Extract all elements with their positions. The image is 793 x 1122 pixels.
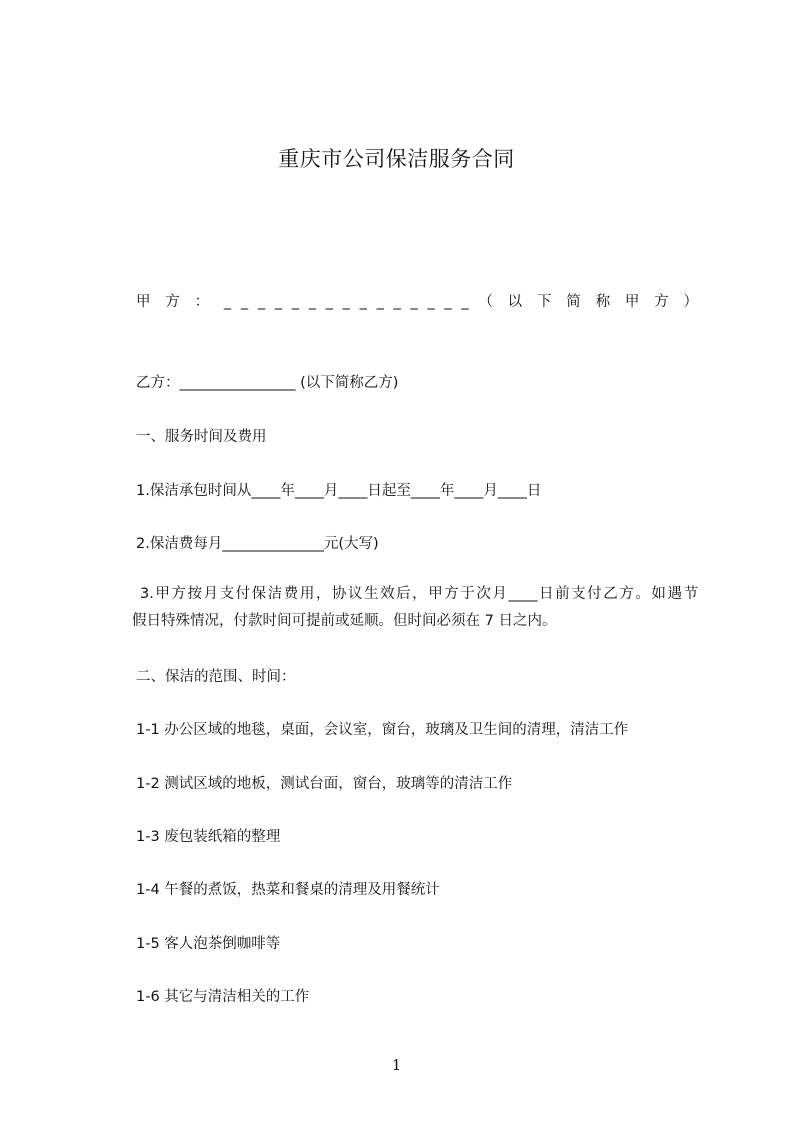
section-1-heading: 一、服务时间及费用 bbox=[136, 429, 267, 445]
scope-item: 1-2 测试区域的地板，测试台面，窗台，玻璃等的清洁工作 bbox=[136, 776, 513, 792]
scope-item: 1-3 废包装纸箱的整理 bbox=[136, 829, 281, 845]
scope-item: 1-5 客人泡茶倒咖啡等 bbox=[136, 936, 281, 952]
payment-terms-line-2: 假日特殊情况，付款时间可提前或延顺。但时间必须在 7 日之内。 bbox=[132, 613, 557, 629]
party-a-line: 甲 方 ： _ _ _ _ _ _ _ _ _ _ _ _ _ _ _ （ 以 下 简 称 甲 方 ） bbox=[136, 294, 698, 310]
page-number: 1 bbox=[391, 1056, 402, 1074]
party-b-line: 乙方：________________ (以下简称乙方) bbox=[136, 375, 399, 391]
monthly-fee-item: 2.保洁费每月______________元(大写) bbox=[136, 536, 379, 552]
service-period-item: 1.保洁承包时间从____年____月____日起至____年____月____日 bbox=[136, 483, 542, 499]
payment-terms-line-1: 3.甲方按月支付保洁费用，协议生效后，甲方于次月____日前支付乙方。如遇节 bbox=[140, 586, 698, 602]
payment-terms-paragraph bbox=[132, 581, 698, 635]
scope-item: 1-4 午餐的煮饭，热菜和餐桌的清理及用餐统计 bbox=[136, 882, 440, 898]
scope-item: 1-6 其它与清洁相关的工作 bbox=[136, 989, 310, 1005]
scope-item: 1-1 办公区域的地毯，桌面，会议室，窗台，玻璃及卫生间的清理，清洁工作 bbox=[136, 722, 629, 738]
contract-title: 重庆市公司保洁服务合同 bbox=[278, 147, 515, 171]
section-2-heading: 二、保洁的范围、时间： bbox=[136, 669, 296, 685]
